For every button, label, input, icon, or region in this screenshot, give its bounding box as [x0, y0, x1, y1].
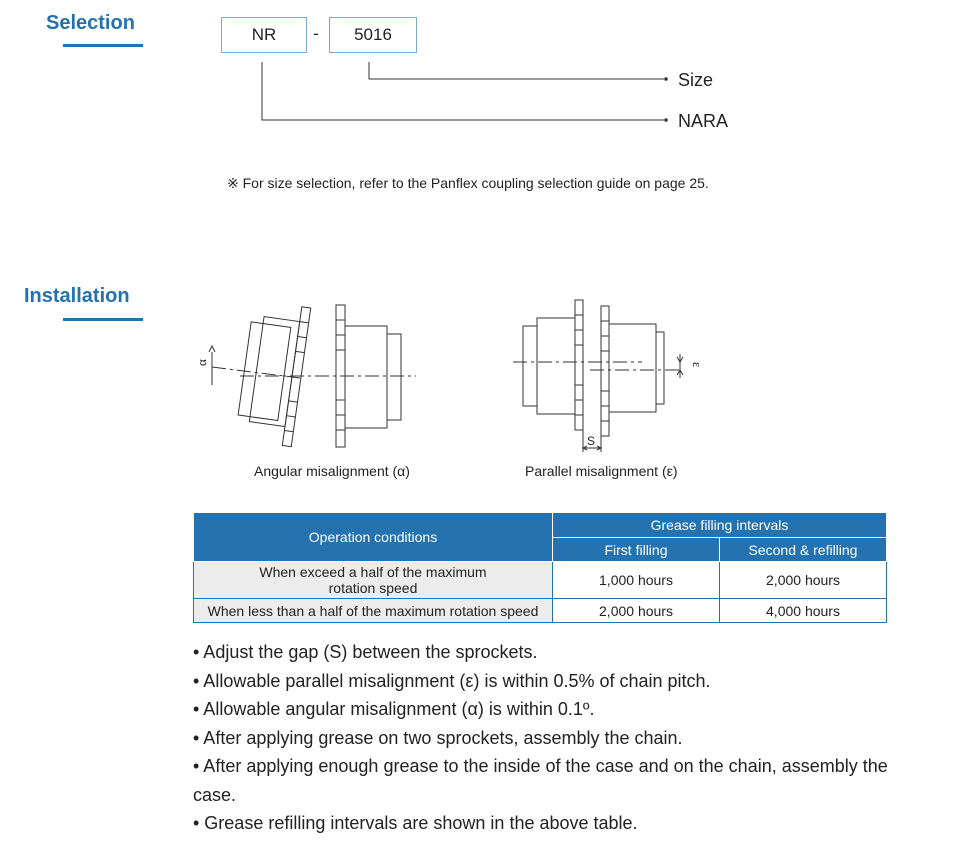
angular-caption: Angular misalignment (α) — [254, 463, 410, 479]
list-item: • After applying grease on two sprockets, assembly the chain. — [193, 727, 683, 748]
first-filling-cell: 2,000 hours — [553, 599, 720, 623]
code-prefix-box: NR — [221, 17, 307, 53]
condition-line2: rotation speed — [328, 580, 418, 596]
list-item: • Adjust the gap (S) between the sprockets. — [193, 642, 538, 662]
col-second-header: Second & refilling — [720, 538, 887, 562]
installation-notes — [193, 638, 933, 838]
table-row — [194, 599, 887, 623]
gap-symbol: S — [587, 434, 596, 448]
col-first-header: First filling — [553, 538, 720, 562]
code-size-box: 5016 — [329, 17, 417, 53]
list-item: • Allowable parallel misalignment (ε) is within 0.5% of chain pitch. — [193, 670, 711, 691]
list-item: • Grease refilling intervals are shown in the above table. — [193, 813, 638, 833]
condition-cell — [194, 562, 553, 599]
selection-note: ※ For size selection, refer to the Panflex coupling selection guide on page 25. — [227, 175, 709, 191]
table-row — [194, 562, 887, 599]
alpha-symbol: α — [194, 359, 209, 366]
condition-cell: When less than a half of the maximum rotation speed — [194, 599, 553, 623]
size-label: Size — [678, 70, 714, 90]
grease-table — [193, 512, 887, 623]
second-filling-cell: 4,000 hours — [720, 599, 887, 623]
col-conditions-header: Operation conditions — [194, 513, 553, 562]
col-group-header: Grease filling intervals — [553, 513, 887, 538]
installation-heading: Installation — [24, 285, 130, 307]
second-filling-cell: 2,000 hours — [720, 562, 887, 599]
list-item: • Allowable angular misalignment (α) is within 0.1º. — [193, 699, 595, 719]
condition-line1: When exceed a half of the maximum — [259, 564, 487, 580]
parallel-caption: Parallel misalignment (ε) — [525, 463, 678, 479]
maker-label: NARA — [678, 111, 729, 131]
selection-heading: Selection — [46, 12, 135, 34]
first-filling-cell: 1,000 hours — [553, 562, 720, 599]
epsilon-symbol: ε — [690, 362, 705, 368]
list-item: • After applying enough grease to the inside of the case and on the chain, assembly the case. — [193, 756, 888, 805]
code-separator: - — [313, 24, 319, 43]
